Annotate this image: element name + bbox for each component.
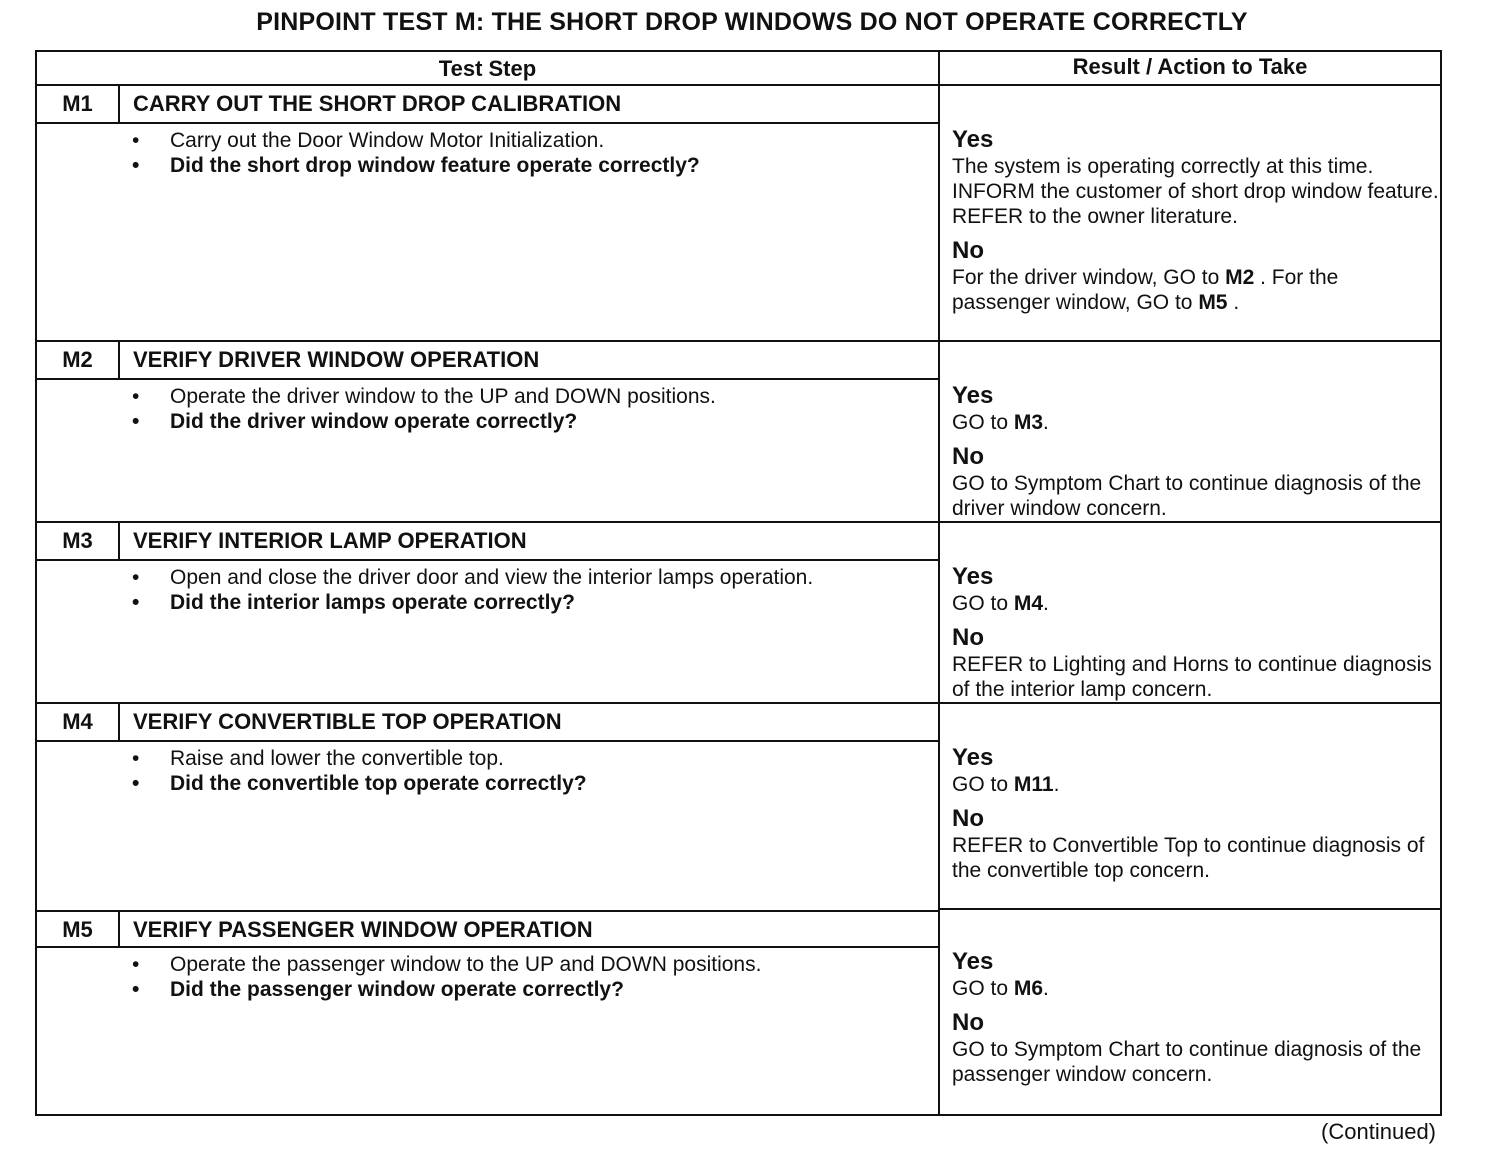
action-item: • Carry out the Door Window Motor Initialization.	[130, 128, 920, 153]
step-id: M1	[37, 86, 120, 122]
step-result	[952, 744, 1442, 883]
step-title: VERIFY INTERIOR LAMP OPERATION	[133, 528, 527, 553]
header-test-step: Test Step	[438, 56, 537, 81]
no-action: GO to Symptom Chart to continue diagnosis of the passenger window concern.	[952, 1038, 1422, 1086]
yes-action: GO to M3.	[952, 411, 1049, 434]
result-separator	[940, 908, 1440, 910]
step-m3	[37, 523, 1440, 704]
step-m2	[37, 342, 1440, 523]
step-reference[interactable]: M11	[1013, 773, 1054, 796]
no-action: GO to Symptom Chart to continue diagnosis of the driver window concern.	[952, 472, 1422, 520]
step-result	[952, 948, 1442, 1087]
header-result-action: Result / Action to Take	[1072, 54, 1308, 79]
step-actions	[130, 746, 920, 796]
step-m1	[37, 86, 1440, 342]
no-action: For the driver window, GO to M2 . For the passenger window, GO to M5 .	[952, 266, 1339, 314]
no-action: REFER to Lighting and Horns to continue diagnosis of the interior lamp concern.	[952, 653, 1432, 701]
step-m5	[37, 912, 1440, 1114]
action-item: • Raise and lower the convertible top.	[130, 746, 920, 771]
step-actions	[130, 952, 920, 1002]
step-title: VERIFY DRIVER WINDOW OPERATION	[133, 347, 540, 372]
step-result	[952, 382, 1442, 521]
step-header	[37, 86, 938, 124]
pinpoint-test-table	[35, 50, 1442, 1116]
step-header	[37, 523, 938, 561]
step-m4	[37, 704, 1440, 908]
step-title: VERIFY PASSENGER WINDOW OPERATION	[133, 917, 593, 942]
step-header	[37, 910, 938, 948]
step-reference[interactable]: M3	[1013, 411, 1044, 434]
step-actions	[130, 565, 870, 615]
step-header	[37, 704, 938, 742]
no-label: No	[952, 805, 984, 832]
step-question: • Did the short drop window feature operate correctly?	[130, 153, 920, 178]
yes-action: GO to M11.	[952, 773, 1060, 796]
continued-note: (Continued)	[1321, 1119, 1436, 1144]
yes-action: GO to M6.	[952, 977, 1049, 1000]
step-question: • Did the interior lamps operate correctly?	[130, 590, 870, 615]
action-item: • Operate the passenger window to the UP and DOWN positions.	[130, 952, 920, 977]
yes-action: GO to M4.	[952, 592, 1049, 615]
step-question: • Did the driver window operate correctly?	[130, 409, 920, 434]
step-actions	[130, 384, 920, 434]
step-reference[interactable]: M5	[1198, 291, 1228, 314]
no-label: No	[952, 237, 984, 264]
step-id: M4	[37, 704, 120, 740]
step-id: M5	[37, 912, 120, 946]
step-question: • Did the passenger window operate correctly?	[130, 977, 920, 1002]
table-header	[37, 52, 1440, 86]
step-reference[interactable]: M2	[1225, 266, 1255, 289]
step-question: • Did the convertible top operate correctly?	[130, 771, 920, 796]
step-reference[interactable]: M6	[1013, 977, 1044, 1000]
yes-label: Yes	[952, 948, 994, 975]
step-header	[37, 342, 938, 380]
step-result	[952, 563, 1442, 702]
step-id: M3	[37, 523, 120, 559]
no-label: No	[952, 624, 984, 651]
no-action: REFER to Convertible Top to continue diagnosis of the convertible top concern.	[952, 834, 1425, 882]
no-label: No	[952, 1009, 984, 1036]
step-title: VERIFY CONVERTIBLE TOP OPERATION	[133, 709, 562, 734]
step-id: M2	[37, 342, 120, 378]
step-result	[952, 126, 1442, 315]
step-title: CARRY OUT THE SHORT DROP CALIBRATION	[133, 91, 622, 116]
action-item: • Operate the driver window to the UP and DOWN positions.	[130, 384, 920, 409]
no-label: No	[952, 443, 984, 470]
yes-label: Yes	[952, 382, 994, 409]
page-title: PINPOINT TEST M: THE SHORT DROP WINDOWS DO NOT OPERATE CORRECTLY	[256, 8, 1248, 36]
step-actions	[130, 128, 920, 178]
yes-label: Yes	[952, 126, 994, 153]
step-reference[interactable]: M4	[1013, 592, 1044, 615]
yes-label: Yes	[952, 744, 994, 771]
action-item: • Open and close the driver door and view the interior lamps operation.	[130, 565, 870, 590]
yes-action: The system is operating correctly at this time. INFORM the customer of short drop window feature. REFER to the owner literature.	[952, 155, 1439, 228]
yes-label: Yes	[952, 563, 994, 590]
